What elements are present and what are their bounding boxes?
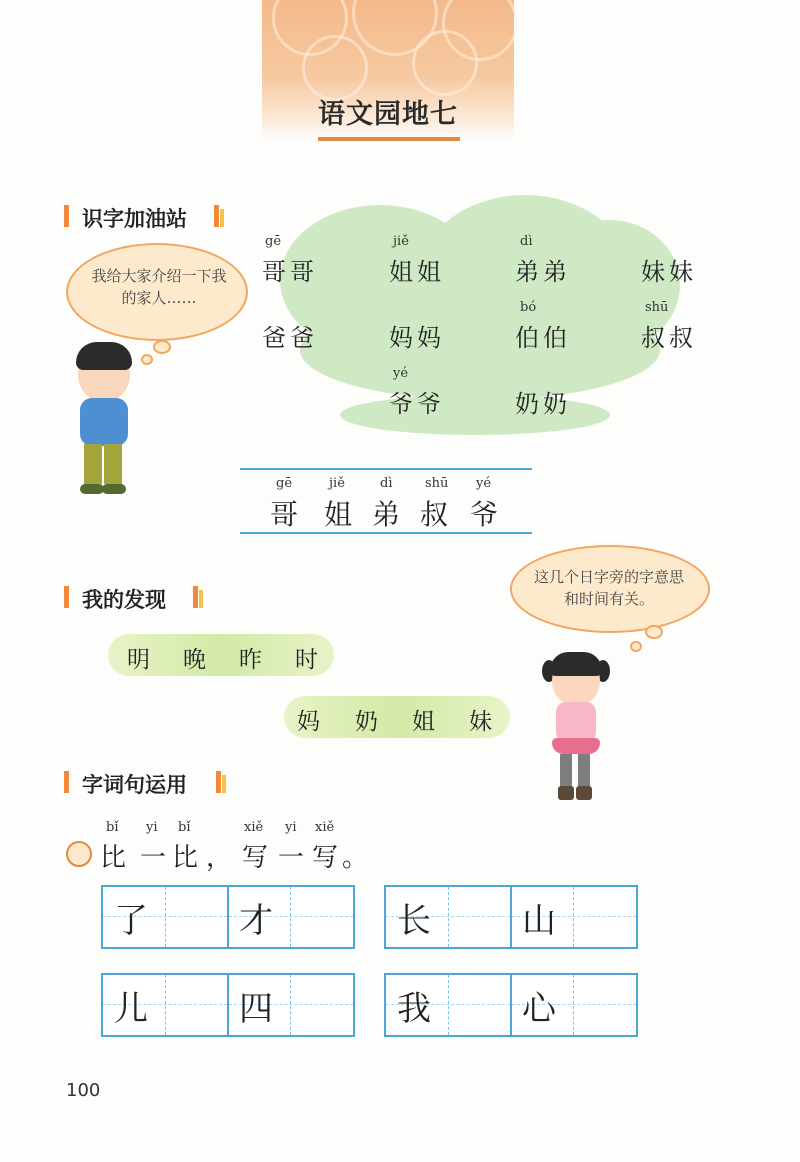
character: 昨 — [239, 647, 262, 673]
character: 一 — [140, 843, 167, 873]
character: 姐 — [324, 498, 353, 531]
section-heading-3: 字词句运用 — [82, 773, 187, 797]
example-character: 才 — [239, 901, 273, 941]
example-character: 长 — [397, 901, 431, 941]
pinyin: xiě — [315, 820, 335, 835]
heading-bar-right-2 — [199, 590, 203, 608]
page-title: 语文园地七 — [318, 99, 458, 130]
pinyin: bǐ — [178, 820, 191, 835]
example-character: 心 — [522, 989, 556, 1029]
word: 妹妹 — [641, 258, 697, 286]
character: 比 — [172, 843, 199, 873]
pinyin: yi — [285, 820, 297, 835]
bubble-dot — [630, 641, 642, 652]
character: 一 — [278, 843, 305, 873]
pinyin: yé — [476, 476, 492, 491]
word: 姐姐 — [389, 258, 445, 286]
heading-bar-right — [214, 205, 219, 227]
girl-illustration — [544, 650, 608, 806]
heading-bar-right — [216, 771, 221, 793]
bubble-dot — [141, 354, 153, 365]
character: 弟 — [372, 498, 401, 531]
character: 叔 — [420, 498, 449, 531]
exercise-icon — [66, 841, 92, 867]
character: 写 — [242, 843, 269, 873]
pinyin: shū — [645, 300, 669, 315]
heading-bar-left — [64, 205, 69, 227]
example-character: 了 — [114, 901, 148, 941]
heading-bar-right — [193, 586, 198, 608]
heading-bar-left — [64, 586, 69, 608]
character: 明 — [127, 647, 150, 673]
section-heading-1: 识字加油站 — [82, 207, 187, 231]
word: 爷爷 — [389, 390, 445, 418]
example-character: 山 — [522, 901, 556, 941]
pinyin: jiě — [393, 234, 409, 249]
page-number: 100 — [66, 1080, 101, 1101]
pinyin: bǐ — [106, 820, 119, 835]
heading-bar-left — [64, 771, 69, 793]
character: 比 — [100, 843, 127, 873]
bubble-dot — [153, 340, 171, 354]
speech-bubble-boy-text: 我给大家介绍一下我的家人…… — [91, 267, 227, 307]
pinyin: yi — [146, 820, 158, 835]
pinyin: jiě — [329, 476, 345, 491]
character: 奶 — [355, 709, 378, 735]
word: 哥哥 — [262, 258, 318, 286]
word: 叔叔 — [641, 324, 697, 352]
bubble-dot — [645, 625, 663, 639]
pinyin: xiě — [244, 820, 264, 835]
title-underline — [318, 137, 460, 141]
example-character: 四 — [239, 989, 273, 1029]
character: 爷 — [470, 498, 499, 531]
pinyin: gē — [276, 476, 293, 491]
pinyin: bó — [520, 300, 537, 315]
summary-top-rule — [240, 468, 532, 470]
heading-bar-right-2 — [222, 775, 226, 793]
example-character: 我 — [397, 989, 431, 1029]
pinyin: yé — [393, 366, 409, 381]
speech-bubble-girl-text: 这几个日字旁的字意思和时间有关。 — [533, 568, 684, 608]
word: 奶奶 — [515, 390, 571, 418]
character: 哥 — [270, 498, 299, 531]
boy-illustration — [72, 340, 142, 500]
character: 姐 — [412, 709, 435, 735]
section-heading-2: 我的发现 — [82, 588, 166, 612]
character: 妹 — [469, 709, 492, 735]
example-character: 儿 — [114, 989, 148, 1029]
word: 妈妈 — [389, 324, 445, 352]
pinyin: dì — [520, 234, 533, 249]
word: 弟弟 — [515, 258, 571, 286]
pinyin: shū — [425, 476, 449, 491]
character: 晚 — [183, 647, 206, 673]
character: 妈 — [297, 709, 320, 735]
character: ， — [206, 843, 233, 873]
character: 时 — [295, 647, 318, 673]
pinyin: dì — [380, 476, 393, 491]
word: 伯伯 — [515, 324, 571, 352]
word: 爸爸 — [262, 324, 318, 352]
heading-bar-right-2 — [220, 209, 224, 227]
pinyin: gē — [265, 234, 282, 249]
character: 写 — [312, 843, 339, 873]
character: 。 — [342, 843, 369, 873]
